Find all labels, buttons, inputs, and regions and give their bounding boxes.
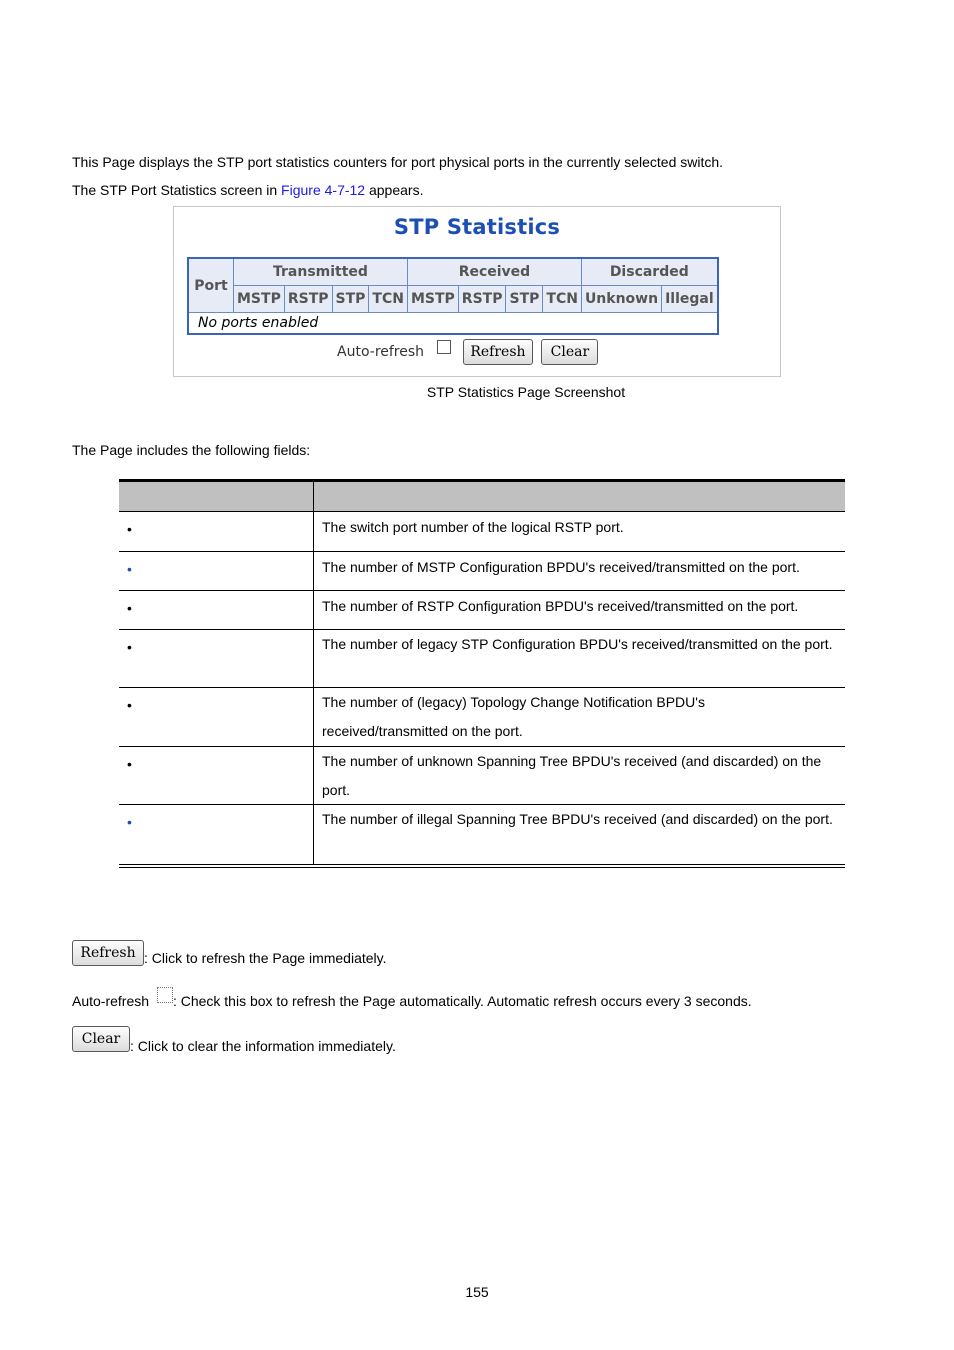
table-bottom-rule xyxy=(119,864,845,868)
auto-refresh-help-text: : Check this box to refresh the Page automatically. Automatic refresh occurs every 3 seconds. xyxy=(172,993,752,1009)
auto-refresh-checkbox[interactable] xyxy=(437,340,451,354)
field-row xyxy=(119,688,845,747)
screenshot-caption: STP Statistics Page Screenshot xyxy=(426,384,626,400)
field-description: The number of illegal Spanning Tree BPDU's received (and discarded) on the port. xyxy=(322,811,833,827)
col-illegal: Illegal xyxy=(662,286,718,313)
stp-statistics-title: STP Statistics xyxy=(393,215,561,239)
transmitted-header: Transmitted xyxy=(234,258,408,286)
field-description: The number of (legacy) Topology Change Notification BPDU's received/transmitted on the port. xyxy=(322,694,705,739)
stp-statistics-screenshot xyxy=(173,206,781,377)
auto-refresh-label: Auto-refresh xyxy=(337,344,425,360)
discarded-header: Discarded xyxy=(581,258,717,286)
bullet: • xyxy=(127,756,132,772)
field-description: The number of legacy STP Configuration BPDU's received/transmitted on the port. xyxy=(322,636,833,652)
field-description: The number of MSTP Configuration BPDU's received/transmitted on the port. xyxy=(322,559,800,575)
refresh-help xyxy=(72,940,387,966)
auto-refresh-checkbox-sample[interactable] xyxy=(157,987,173,1003)
col-rx-tcn: TCN xyxy=(543,286,582,313)
refresh-help-text: : Click to refresh the Page immediately. xyxy=(144,950,387,966)
col-rx-stp: STP xyxy=(506,286,543,313)
col-tx-mstp: MSTP xyxy=(234,286,285,313)
clear-button[interactable]: Clear xyxy=(541,339,598,365)
field-description: The switch port number of the logical RSTP port. xyxy=(322,519,624,535)
bullet: • xyxy=(127,639,132,655)
col-tx-rstp: RSTP xyxy=(284,286,332,313)
figure-link[interactable]: Figure 4-7-12 xyxy=(281,182,366,198)
col-unknown: Unknown xyxy=(581,286,661,313)
intro-line-1: This Page displays the STP port statistics counters for port physical ports in the currently selected switch. xyxy=(72,154,724,170)
col-rx-rstp: RSTP xyxy=(458,286,506,313)
field-row xyxy=(119,512,845,552)
fields-table-header xyxy=(119,479,845,512)
intro-line-2-tail: appears. xyxy=(365,182,424,198)
refresh-button[interactable]: Refresh xyxy=(463,339,533,365)
intro-line-2 xyxy=(72,182,423,198)
field-row xyxy=(119,805,845,864)
bullet: • xyxy=(127,697,132,713)
page-number: 155 xyxy=(465,1284,489,1300)
field-description: The number of RSTP Configuration BPDU's received/transmitted on the port. xyxy=(322,598,799,614)
bullet: • xyxy=(127,521,132,537)
clear-help-text: : Click to clear the information immediately. xyxy=(130,1038,396,1054)
clear-help xyxy=(72,1026,396,1052)
refresh-button-sample[interactable]: Refresh xyxy=(72,940,144,966)
auto-refresh-help-label: Auto-refresh xyxy=(72,993,153,1009)
clear-button-sample[interactable]: Clear xyxy=(72,1026,130,1052)
bullet: • xyxy=(127,561,132,577)
col-tx-stp: STP xyxy=(332,286,369,313)
intro-line-2-text: The STP Port Statistics screen in xyxy=(72,182,282,198)
field-row xyxy=(119,630,845,688)
field-description: The number of unknown Spanning Tree BPDU's received (and discarded) on the port. xyxy=(322,753,822,798)
bullet: • xyxy=(127,600,132,616)
stp-statistics-table xyxy=(187,257,719,335)
field-row xyxy=(119,591,845,630)
bullet: • xyxy=(127,814,132,830)
empty-message: No ports enabled xyxy=(198,315,319,331)
col-tx-tcn: TCN xyxy=(369,286,408,313)
auto-refresh-row xyxy=(337,339,598,365)
auto-refresh-help xyxy=(72,987,752,1009)
field-row xyxy=(119,552,845,591)
port-header: Port xyxy=(188,258,234,313)
received-header: Received xyxy=(407,258,581,286)
fields-intro: The Page includes the following fields: xyxy=(72,442,311,458)
field-row xyxy=(119,747,845,805)
col-rx-mstp: MSTP xyxy=(407,286,458,313)
